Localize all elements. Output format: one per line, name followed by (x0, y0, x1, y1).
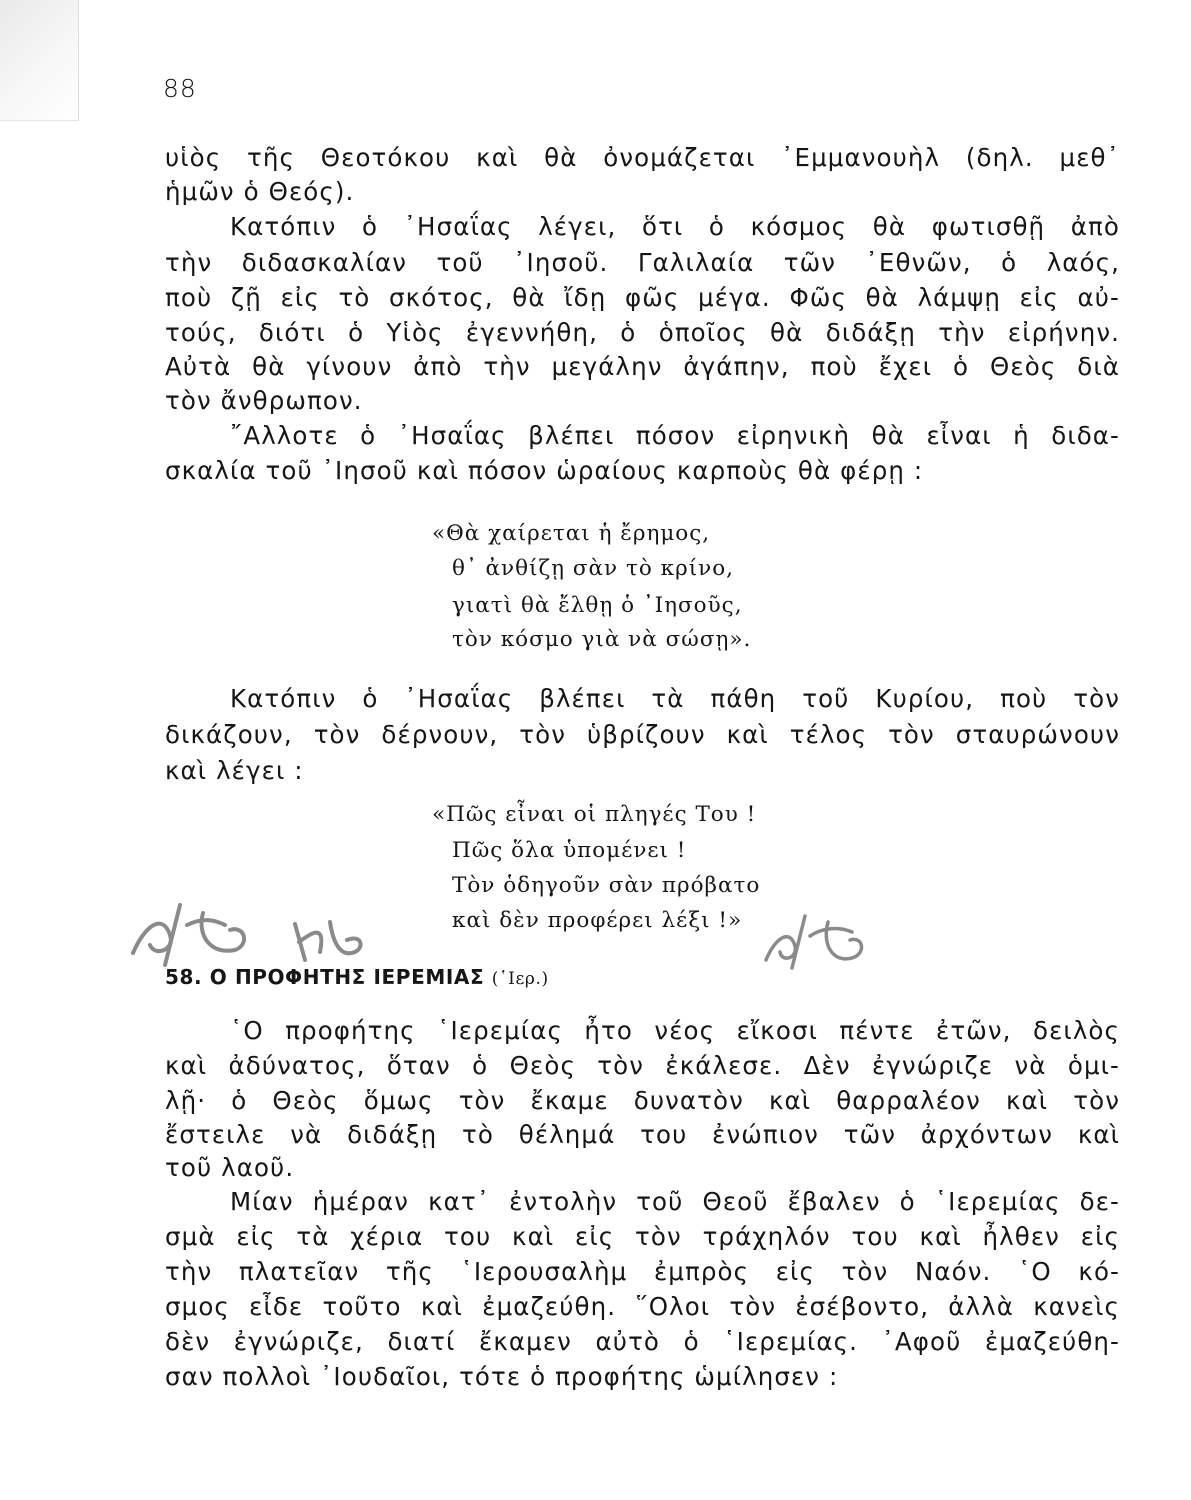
text-line: δικάζουν, τὸν δέρνουν, τὸν ὑβρίζουν καὶ τέλος τὸν σταυρώνουν (165, 720, 1120, 749)
page-number: 88 (163, 74, 197, 103)
text-line: τὴν πλατεῖαν τῆς ῾Ιερουσαλὴμ ἐμπρὸς εἰς τὸν Ναόν. ῾Ο κό- (165, 1257, 1120, 1286)
section-title: 58. Ο ΠΡΟΦΗΤΗΣ ΙΕΡΕΜΙΑΣ (165, 965, 485, 989)
text-line: σμὰ εἰς τὰ χέρια του καὶ εἰς τὸν τράχηλόν του καὶ ἦλθεν εἰς (165, 1222, 1120, 1251)
poem-line: καὶ δὲν προφέρει λέξι !» (452, 908, 743, 933)
text-line: τούς, διότι ὁ Υἱὸς ἐγεννήθη, ὁ ὁποῖος θὰ διδάξῃ τὴν εἰρήνην. (165, 318, 1120, 347)
text-line: Κατόπιν ὁ ᾿Ησαΐας βλέπει τὰ πάθη τοῦ Κυρίου, ποὺ τὸν (230, 684, 1120, 713)
text-line: καὶ λέγει : (165, 756, 304, 785)
pencil-scribble (125, 895, 275, 970)
text-line: Αὐτὰ θὰ γίνουν ἀπὸ τὴν μεγάλην ἀγάπην, ποὺ ἔχει ὁ Θεὸς διὰ (165, 352, 1120, 381)
text-line: λῇ· ὁ Θεὸς ὅμως τὸν ἔκαμε δυνατὸν καὶ θαρραλέον καὶ τὸν (165, 1086, 1120, 1115)
text-line: Μίαν ἡμέραν κατ᾿ ἐντολὴν τοῦ Θεοῦ ἔβαλεν ὁ ῾Ιερεμίας δε- (230, 1187, 1120, 1216)
text-line: ῾Ο προφήτης ῾Ιερεμίας ἦτο νέος εἴκοσι πέντε ἐτῶν, δειλὸς (230, 1016, 1120, 1045)
poem-line: Τὸν ὁδηγοῦν σὰν πρόβατο (452, 873, 761, 898)
text-line: τὴν διδασκαλίαν τοῦ ᾿Ιησοῦ. Γαλιλαία τῶν ᾿Εθνῶν, ὁ λαός, (165, 248, 1120, 277)
text-line: ἡμῶν ὁ Θεός). (165, 177, 355, 206)
poem-line: γιατὶ θὰ ἔλθῃ ὁ ᾿Ιησοῦς, (452, 593, 743, 618)
poem-line: «Θὰ χαίρεται ἡ ἔρημος, (432, 521, 711, 546)
text-line: ῎Αλλοτε ὁ ᾿Ησαΐας βλέπει πόσον εἰρηνικὴ θὰ εἶναι ἡ διδα- (230, 421, 1120, 450)
text-line: ἔστειλε νὰ διδάξῃ τὸ θέλημά του ἐνώπιον τῶν ἀρχόντων καὶ (165, 1120, 1120, 1149)
poem-line: «Πῶς εἶναι οἱ πληγές Του ! (432, 802, 757, 827)
pencil-scribble (285, 912, 370, 972)
text-line: σκαλία τοῦ ᾿Ιησοῦ καὶ πόσον ὡραίους καρποὺς θὰ φέρῃ : (165, 456, 924, 485)
text-line: Κατόπιν ὁ ᾿Ησαΐας λέγει, ὅτι ὁ κόσμος θὰ φωτισθῇ ἀπὸ (230, 212, 1120, 241)
text-line: δὲν ἐγνώριζε, διατί ἔκαμεν αὐτὸ ὁ ῾Ιερεμίας. ᾿Αφοῦ ἐμαζεύθη- (165, 1327, 1120, 1356)
poem-line: Πῶς ὅλα ὑπομένει ! (452, 838, 687, 863)
text-line: ποὺ ζῇ εἰς τὸ σκότος, θὰ ἴδῃ φῶς μέγα. Φῶς θὰ λάμψῃ εἰς αὐ- (165, 283, 1120, 312)
poem-line: τὸν κόσμο γιὰ νὰ σώσῃ». (452, 627, 752, 652)
page-corner-shadow (0, 0, 79, 121)
text-line: υἱὸς τῆς Θεοτόκου καὶ θὰ ὀνομάζεται ᾿Εμμανουὴλ (δηλ. μεθ᾿ (165, 143, 1120, 172)
poem-line: θ᾿ ἀνθίζῃ σὰν τὸ κρίνο, (452, 556, 734, 581)
text-line: σμος εἶδε τοῦτο καὶ ἐμαζεύθη. ῞Ολοι τὸν ἐσέβοντο, ἀλλὰ κανεὶς (165, 1292, 1120, 1321)
text-line: τοῦ λαοῦ. (165, 1153, 295, 1182)
text-line: σαν πολλοὶ ᾿Ιουδαῖοι, τότε ὁ προφήτης ὡμίλησεν : (165, 1362, 839, 1391)
text-line: τὸν ἄνθρωπον. (165, 386, 363, 415)
pencil-scribble (760, 908, 880, 973)
section-heading (165, 965, 549, 989)
text-line: καὶ ἀδύνατος, ὅταν ὁ Θεὸς τὸν ἐκάλεσε. Δὲν ἐγνώριζε νὰ ὁμι- (165, 1051, 1120, 1080)
section-reference: (῾Ιερ.) (491, 969, 549, 989)
